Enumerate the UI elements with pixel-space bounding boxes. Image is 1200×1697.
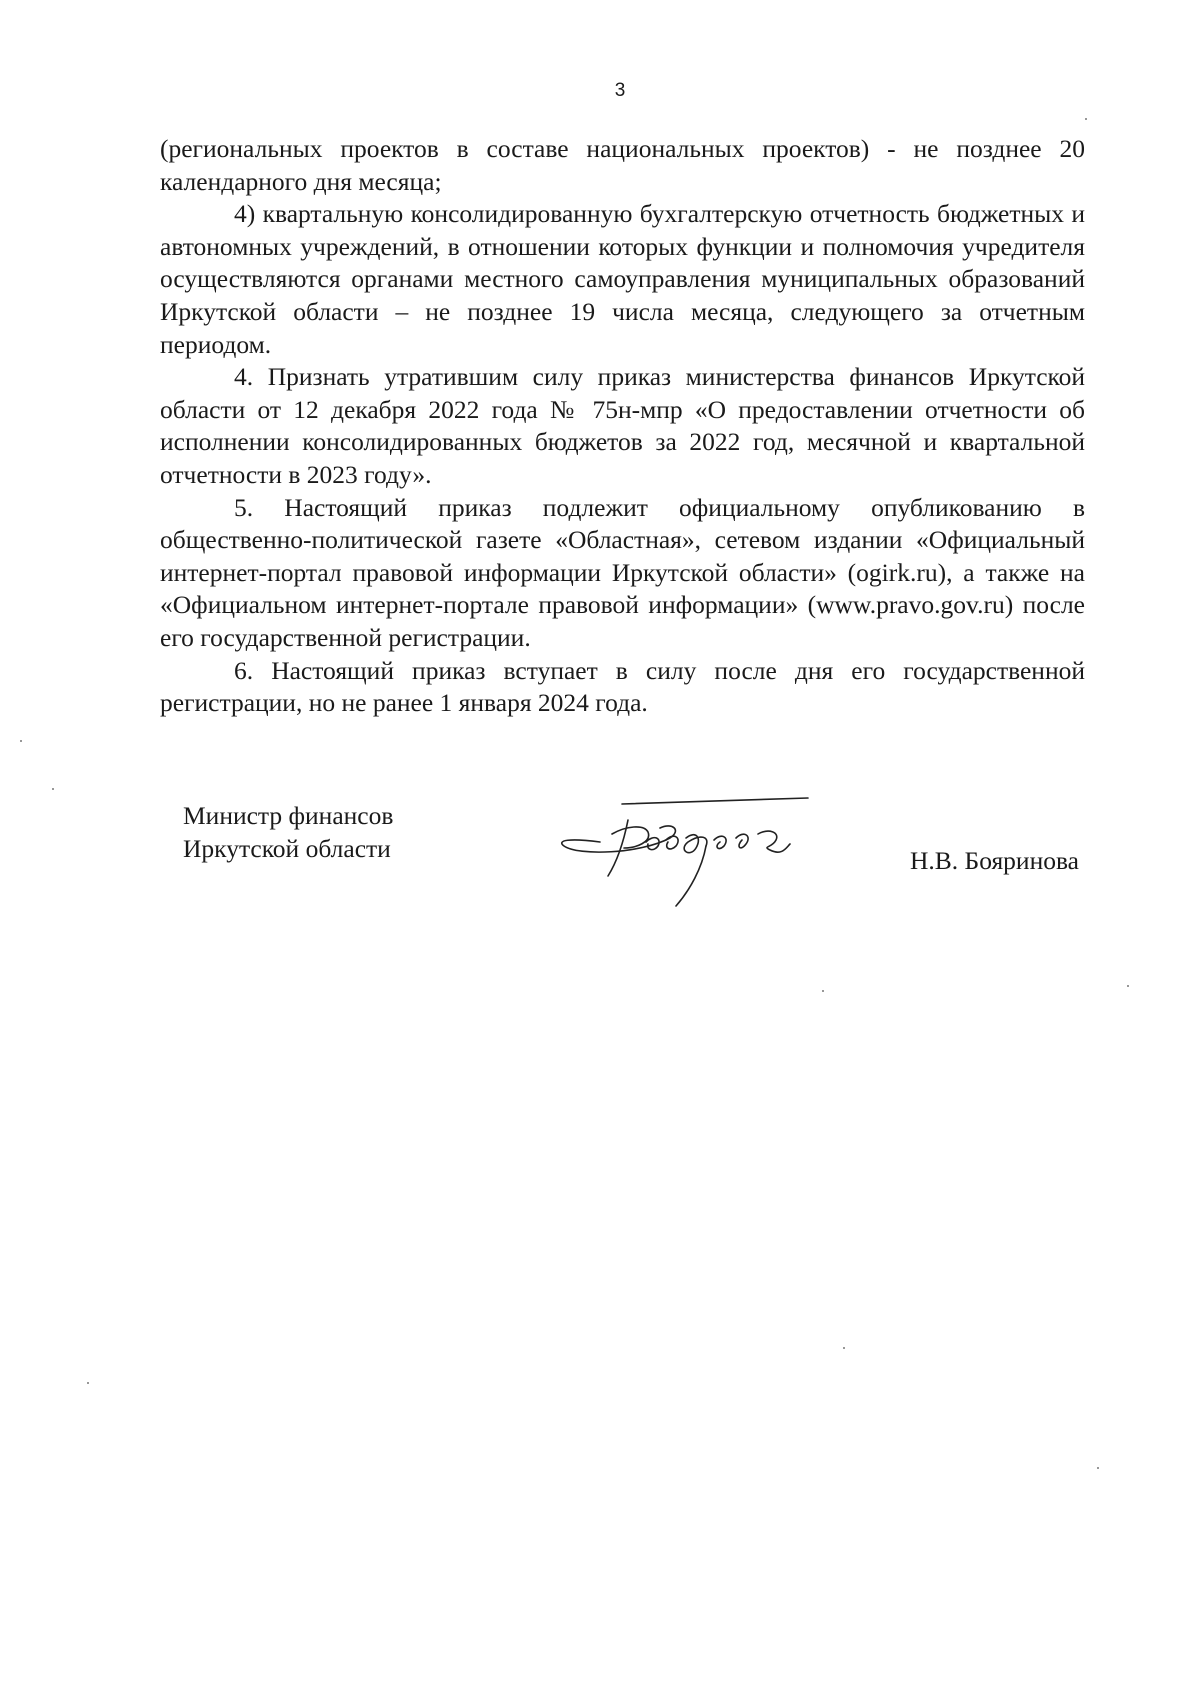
- paragraph-clause-4: 4. Признать утратившим силу приказ министерства финансов Иркутской области от 12 декабря 2022 года № 75н-мпр «О предоставлении отчетности об исполнении консолидированных бюджетов за 2022 год, месячной и квартальной отчетности в 2023 году».: [160, 362, 1085, 489]
- scan-speck: [1097, 1467, 1099, 1469]
- paragraph-clause-6: 6. Настоящий приказ вступает в силу после дня его государственной регистрации, но не ранее 1 января 2024 года.: [160, 655, 1085, 718]
- signer-position: [183, 800, 393, 865]
- scan-speck: [1085, 118, 1087, 120]
- scan-speck: [87, 1382, 89, 1384]
- signer-position-line-2: Иркутской области: [183, 833, 391, 863]
- scan-speck: [1127, 985, 1129, 987]
- scan-speck: [20, 740, 22, 742]
- signer-name: Н.В. Бояринова: [910, 846, 1079, 875]
- page-number: 3: [614, 80, 626, 101]
- paragraph-item-4-reporting: 4) квартальную консолидированную бухгалтерскую отчетность бюджетных и автономных учреждений, в отношении которых функции и полномочия учредителя осуществляются органами местного самоуправления муниципальных образований Иркутской области – не позднее 19 числа месяца, следующего за отчетным периодом.: [160, 199, 1085, 359]
- scan-speck: [843, 1347, 845, 1349]
- scan-speck: [822, 990, 824, 992]
- signature-block: [0, 800, 1200, 930]
- document-body: [160, 133, 1085, 720]
- paragraph-clause-5: 5. Настоящий приказ подлежит официальному опубликованию в общественно-политической газете «Областная», сетевом издании «Официальный интернет-портал правовой информации Иркутской области» (ogirk.ru), а также на «Официальном интернет-портале правовой информации» (www.pravo.gov.ru) после его государственной регистрации.: [160, 492, 1085, 652]
- scan-speck: [52, 788, 54, 790]
- signer-position-line-1: Министр финансов: [183, 801, 394, 830]
- handwritten-signature: [550, 790, 820, 910]
- paragraph-continuation: (региональных проектов в составе национальных проектов) - не позднее 20 календарного дня месяца;: [160, 134, 1085, 196]
